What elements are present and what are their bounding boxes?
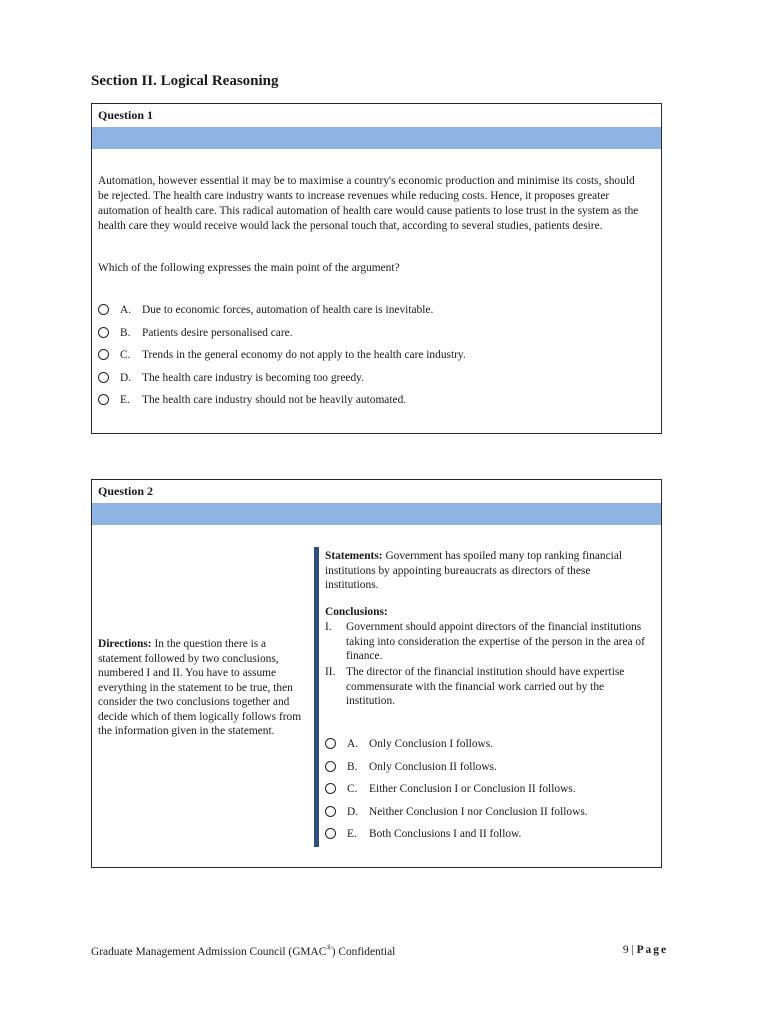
- radio-button-icon[interactable]: [98, 304, 109, 315]
- option-text: Either Conclusion I or Conclusion II follows.: [369, 783, 576, 795]
- option-text: Trends in the general economy do not apply to the health care industry.: [142, 349, 466, 361]
- conclusion-number: II.: [325, 666, 336, 678]
- conclusion-text: Government should appoint directors of the financial institutions taking into consideration the expertise of the person in the area of finance.: [346, 621, 645, 662]
- question-2-label: Question 2: [98, 484, 154, 498]
- radio-button-icon[interactable]: [325, 828, 336, 839]
- page-word: Page: [636, 944, 668, 956]
- footer-org-suffix: ) Confidential: [331, 945, 396, 958]
- footer-organization: [91, 944, 395, 958]
- question-1-label: Question 1: [98, 108, 154, 122]
- option-text: Only Conclusion II follows.: [369, 760, 497, 773]
- option-letter: E.: [120, 394, 130, 406]
- option-letter: B.: [120, 326, 131, 339]
- radio-button-icon[interactable]: [325, 761, 336, 772]
- option-letter: C.: [120, 349, 131, 361]
- page-number: 9: [622, 944, 629, 956]
- footer-page-number: [623, 944, 668, 956]
- radio-button-icon[interactable]: [325, 783, 336, 794]
- option-letter: D.: [120, 371, 132, 384]
- radio-button-icon[interactable]: [325, 806, 336, 817]
- radio-button-icon[interactable]: [98, 394, 109, 405]
- conclusions-label: Conclusions:: [325, 606, 388, 618]
- statements-text: Government has spoiled many top ranking financial institutions by appointing bureaucrats as directors of these institutions.: [325, 550, 623, 591]
- conclusion-2: [325, 665, 645, 709]
- section-title: Section II. Logical Reasoning: [91, 73, 279, 89]
- conclusion-1: [325, 620, 645, 664]
- option-text: Due to economic forces, automation of health care is inevitable.: [142, 304, 434, 316]
- option-letter: C.: [347, 783, 358, 795]
- question-2-right-column: [314, 547, 649, 847]
- option-letter: B.: [347, 760, 358, 773]
- question-1-passage: Automation, however essential it may be to maximise a country's economic production and minimise its costs, should be rejected. The health care industry wants to increase revenues while reducing costs. Hence, it proposes greater automation of health care. This radical automation of health care would cause patients to lose trust in the system as the health care they would receive would lack the personal touch that, according to several studies, patients desire.: [98, 175, 639, 232]
- option-letter: A.: [120, 304, 132, 316]
- radio-button-icon[interactable]: [98, 349, 109, 360]
- option-text: Neither Conclusion I nor Conclusion II follows.: [369, 805, 588, 818]
- question-1-prompt: Which of the following expresses the main point of the argument?: [98, 262, 400, 274]
- option-text: Only Conclusion I follows.: [369, 738, 494, 750]
- page-separator: |: [631, 944, 634, 956]
- directions-text: In the question there is a statement followed by two conclusions, numbered I and II. You have to assume everything in the statement to be true, then consider the two conclusions together and decide which of them logically follows from the information given in the statement.: [98, 638, 302, 737]
- option-text: Patients desire personalised care.: [142, 326, 293, 339]
- option-text: The health care industry should not be heavily automated.: [142, 394, 407, 406]
- conclusion-text: The director of the financial institution should have expertise commensurate with the financial work carried out by the institution.: [346, 666, 625, 707]
- registered-mark: ®: [326, 944, 332, 952]
- option-letter: A.: [347, 738, 359, 750]
- option-text: The health care industry is becoming too greedy.: [142, 371, 364, 384]
- question-2-directions: [98, 637, 310, 739]
- option-letter: E.: [347, 828, 357, 840]
- radio-button-icon[interactable]: [325, 738, 336, 749]
- statements-label: Statements:: [325, 550, 383, 562]
- option-letter: D.: [347, 805, 359, 818]
- question-2-header-bar: [92, 503, 661, 525]
- radio-button-icon[interactable]: [98, 327, 109, 338]
- conclusion-number: I.: [325, 621, 332, 633]
- question-1-header-bar: [92, 127, 661, 149]
- radio-button-icon[interactable]: [98, 372, 109, 383]
- question-2-statement: [325, 549, 641, 593]
- question-1-box: [91, 103, 662, 434]
- footer-org-prefix: Graduate Management Admission Council (GMAC: [91, 945, 327, 958]
- option-text: Both Conclusions I and II follow.: [369, 828, 522, 840]
- question-2-box: [91, 479, 662, 868]
- directions-label: Directions:: [98, 638, 152, 650]
